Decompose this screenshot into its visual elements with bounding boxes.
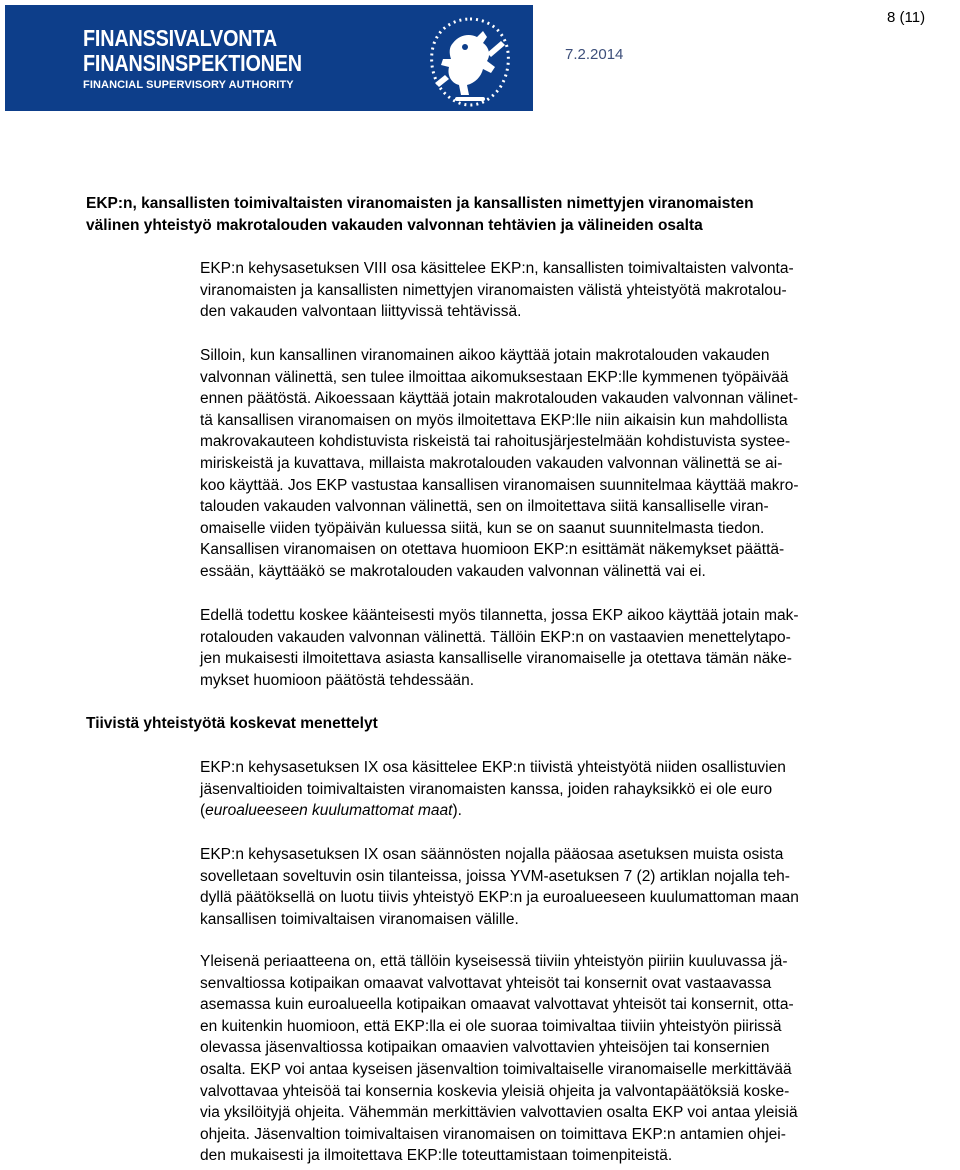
text-line: essään, käyttääkö se makrotalouden vakauden valvonnan välinettä vai ei. — [200, 562, 706, 580]
text-line: mykset huomioon päätöstä tehdessään. — [200, 671, 475, 689]
text-line: EKP:n kehysasetuksen VIII osa käsittelee EKP:n, kansallisten toimivaltaisten valvonta- — [200, 260, 794, 277]
text-fragment: ). — [452, 802, 462, 820]
italic-term: euroalueeseen kuulumattomat maat — [205, 802, 453, 820]
document-date: 7.2.2014 — [565, 46, 624, 63]
text-line: osalta. EKP voi antaa kyseisen jäsenvaltion toimivaltaiselle viranomaiselle merkittävää — [200, 1060, 792, 1078]
text-line — [200, 800, 930, 822]
text-line: en kuitenkin huomioon, että EKP:lla ei ole suoraa toimivaltaa tiiviin yhteistyön piirissä — [200, 1017, 782, 1035]
brand-name-english: FINANCIAL SUPERVISORY AUTHORITY — [83, 79, 294, 91]
brand-name-finnish: FINANSSIVALVONTA — [83, 25, 277, 51]
header-banner — [5, 5, 533, 111]
lion-emblem-icon — [425, 13, 515, 109]
paragraph-notification — [200, 345, 930, 583]
text-line: valvottavaa yhteisöä tai konsernia koskevia yleisiä ohjeita ja valvontapäätöksiä koske- — [200, 1082, 790, 1100]
text-line: Yleisenä periaatteena on, että tällöin kyseisessä tiiviin yhteistyön piiriin kuuluvassa jä- — [200, 953, 788, 970]
text-line: asemassa kuin euroalueella kotipaikan omaavat valvottavat yhteisöt tai konsernit, otta- — [200, 996, 794, 1014]
section-heading-close-cooperation: Tiivistä yhteistyötä koskevat menettelyt — [86, 715, 378, 732]
text-line: jen mukaisesti ilmoitettava asiasta kansalliselle viranomaiselle ja otettava tämän näke- — [200, 650, 792, 668]
text-line: omaiselle viiden työpäivän kuluessa siitä, kun se on saanut suunnitelmasta tiedon. — [200, 519, 765, 537]
text-line: viranomaisten ja kansallisten nimettyjen viranomaisten välistä yhteistyötä makrotalou- — [200, 281, 787, 299]
text-line: rotalouden vakauden valvonnan välinettä. Tällöin EKP:n on vastaavien menettelytapo- — [200, 628, 791, 646]
text-fragment: ( — [200, 802, 206, 820]
paragraph-reverse-case — [200, 605, 930, 691]
page-number: 8 (11) — [887, 9, 926, 26]
text-line: Silloin, kun kansallinen viranomainen aikoo käyttää jotain makrotalouden vakauden — [200, 347, 770, 364]
paragraph-part-viii — [200, 258, 930, 323]
text-line: EKP:n kehysasetuksen IX osan säännösten nojalla pääosaa asetuksen muista osista — [200, 846, 784, 863]
text-line: ohjeita. Jäsenvaltion toimivaltaisen viranomaisen on toimittava EKP:n antamien ohjei- — [200, 1125, 786, 1143]
text-line: Kansallisen viranomaisen on otettava huomioon EKP:n esittämät näkemykset päättä- — [200, 541, 785, 559]
text-line: koo käyttää. Jos EKP vastustaa kansallisen viranomaisen suunnitelmaa käyttää makro- — [200, 476, 799, 494]
brand-logo-text — [83, 26, 338, 92]
text-line: via yksilöityjä ohjeita. Vähemmän merkittävien valvottavien osalta EKP voi antaa yleisiä — [200, 1104, 798, 1122]
text-line: kansallisen toimivaltaisen viranomaisen välille. — [200, 910, 519, 928]
text-line: miriskeistä ja kuvattava, millaista makrotalouden vakauden valvonnan välinettä se ai- — [200, 454, 783, 472]
text-line: valvonnan välinettä, sen tulee ilmoittaa aikomuksestaan EKP:lle kymmenen työpäivää — [200, 368, 789, 386]
paragraph-general-principle — [200, 951, 930, 1167]
text-line: EKP:n kehysasetuksen IX osa käsittelee EKP:n tiivistä yhteistyötä niiden osallistuvien — [200, 759, 786, 776]
heading-line: välinen yhteistyö makrotalouden vakauden valvonnan tehtävien ja välineiden osalta — [86, 217, 703, 234]
text-line: jäsenvaltioiden toimivaltaisten viranomaisten kanssa, joiden rahayksikkö ei ole euro — [200, 780, 773, 798]
brand-name-swedish: FINANSINSPEKTIONEN — [83, 50, 302, 76]
text-line: den mukaisesti ja ilmoitettava EKP:lle toteuttamistaan toimenpiteistä. — [200, 1147, 673, 1165]
heading-line: EKP:n, kansallisten toimivaltaisten viranomaisten ja kansallisten nimettyjen viranomaisten — [86, 195, 754, 212]
text-line: sovelletaan soveltuvin osin tilanteissa, joissa YVM-asetuksen 7 (2) artiklan nojalla teh- — [200, 867, 790, 885]
text-line: talouden vakauden valvonnan välinettä, sen on ilmoitettava siitä kansalliselle viran- — [200, 498, 769, 516]
paragraph-part-ix — [200, 757, 930, 822]
text-line: tä kansallisen viranomaisen on myös ilmoitettava EKP:lle niin aikaisin kun mahdollista — [200, 411, 788, 429]
text-line: senvaltiossa kotipaikan omaavat valvottavat yhteisöt tai konsernit ovat vastaavassa — [200, 974, 772, 992]
text-line: dyllä päätöksellä on luotu tiivis yhteistyö EKP:n ja euroalueeseen kuulumattoman maan — [200, 889, 799, 907]
text-line: makrovakauteen kohdistuvista riskeistä tai rahoitusjärjestelmään kohdistuvista systee- — [200, 433, 791, 451]
text-line: den vakauden valvontaan liittyvissä tehtävissä. — [200, 303, 522, 321]
text-line: ennen päätöstä. Aikoessaan käyttää jotain makrotalouden vakauden valvonnan välinet- — [200, 390, 799, 408]
text-line: olevassa jäsenvaltiossa kotipaikan omaavien valvottavien yhteisöjen tai konsernien — [200, 1039, 770, 1057]
section-heading-macroprudential — [86, 193, 916, 237]
paragraph-application — [200, 844, 930, 930]
text-line: Edellä todettu koskee käänteisesti myös tilannetta, jossa EKP aikoo käyttää jotain mak- — [200, 607, 799, 624]
